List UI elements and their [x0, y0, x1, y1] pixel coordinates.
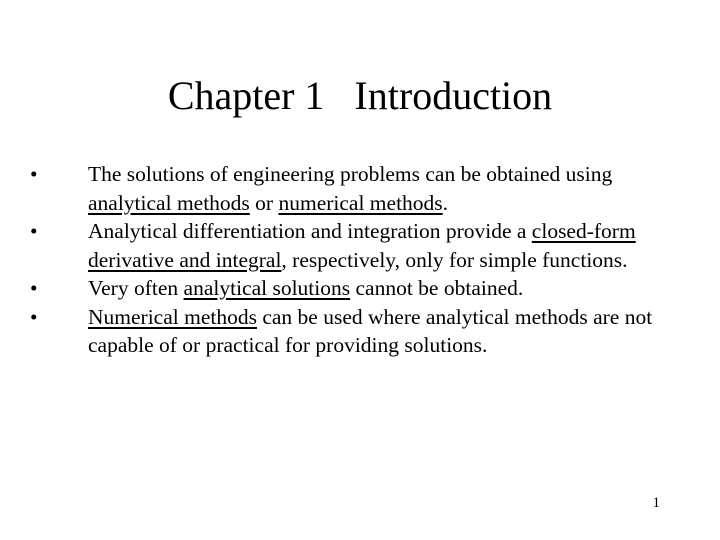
bullet-icon: •: [30, 219, 38, 243]
bullet-item: [30, 274, 670, 303]
bullet-text-segment: Analytical differentiation and integration provide a: [88, 219, 532, 243]
underlined-term: closed-form derivative and integral: [88, 219, 636, 272]
bullet-icon: •: [30, 304, 38, 329]
underlined-term: numerical methods: [278, 190, 443, 215]
bullet-list: [30, 160, 670, 360]
bullet-text-segment: .: [442, 190, 449, 215]
bullet-icon: •: [30, 162, 38, 186]
bullet-text-segment: The solutions of engineering problems can be obtained using: [88, 162, 613, 186]
underlined-term: analytical solutions: [183, 276, 351, 300]
page-number: 1: [652, 495, 660, 511]
underlined-term: analytical methods: [88, 190, 250, 215]
slide-title: Chapter 1 Introduction: [167, 73, 553, 118]
bullet-item: [30, 303, 670, 360]
bullet-text-segment: or: [249, 190, 279, 215]
bullet-item: [30, 160, 670, 217]
bullet-item: [30, 217, 670, 274]
bullet-icon: •: [30, 276, 38, 300]
bullet-text-segment: can be used where analytical methods are not capable of or practical for providing solutions.: [88, 304, 653, 357]
underlined-term: Numerical methods: [88, 304, 257, 329]
bullet-text-segment: cannot be obtained.: [350, 276, 524, 300]
bullet-text-segment: , respectively, only for simple functions.: [281, 247, 628, 272]
bullet-text-segment: Very often: [88, 276, 184, 300]
